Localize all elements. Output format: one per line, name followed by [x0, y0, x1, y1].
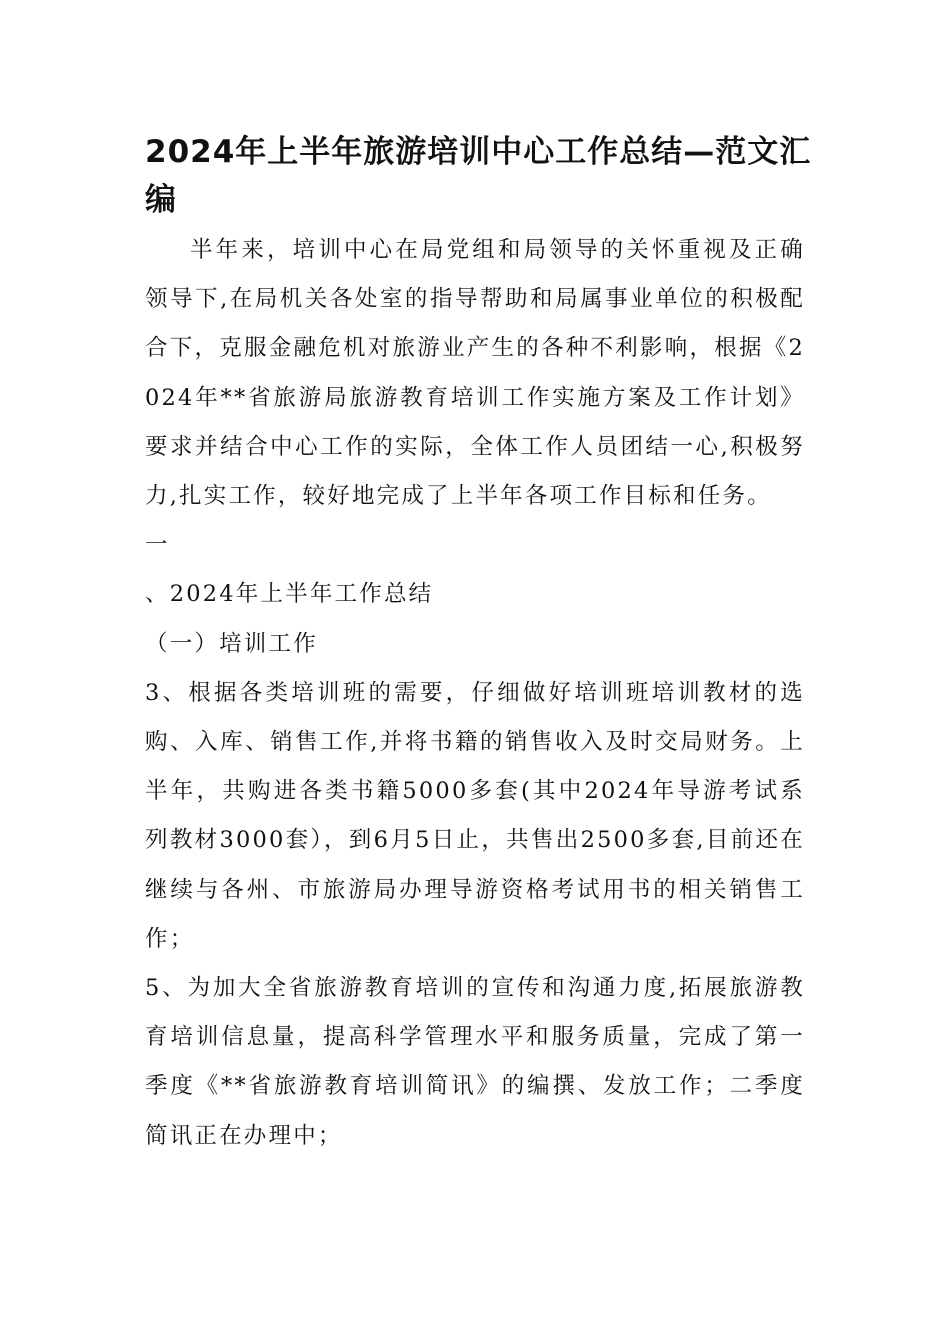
intro-paragraph: 半年来，培训中心在局党组和局领导的关怀重视及正确领导下,在局机关各处室的指导帮助和局属事业单位的积极配合下，克服金融危机对旅游业产生的各种不利影响，根据《2024年**省旅游局旅游教育培训工作实施方案及工作计划》要求并结合中心工作的实际，全体工作人员团结一心,积极努力,扎实工作，较好地完成了上半年各项工作目标和任务。 [145, 237, 805, 510]
document-title: 2024年上半年旅游培训中心工作总结—范文汇编 [145, 134, 812, 218]
item-3-paragraph: 3、根据各类培训班的需要，仔细做好培训班培训教材的选购、入库、销售工作,并将书籍的销售收入及时交局财务。上半年，共购进各类书籍5000多套(其中2024年导游考试系列教材3000套），到6月5日止，共售出2500多套,目前还在继续与各州、市旅游局办理导游资格考试用书的相关销售工作； [145, 679, 805, 952]
subsection-heading: （一）培训工作 [145, 630, 318, 657]
section-number: 一 [145, 532, 170, 559]
document-body [145, 226, 805, 1161]
item-5-paragraph: 5、为加大全省旅游教育培训的宣传和沟通力度,拓展旅游教育培训信息量，提高科学管理水平和服务质量，完成了第一季度《**省旅游教育培训简讯》的编撰、发放工作；二季度简讯正在办理中； [145, 975, 805, 1149]
section-heading: 、2024年上半年工作总结 [145, 581, 434, 608]
